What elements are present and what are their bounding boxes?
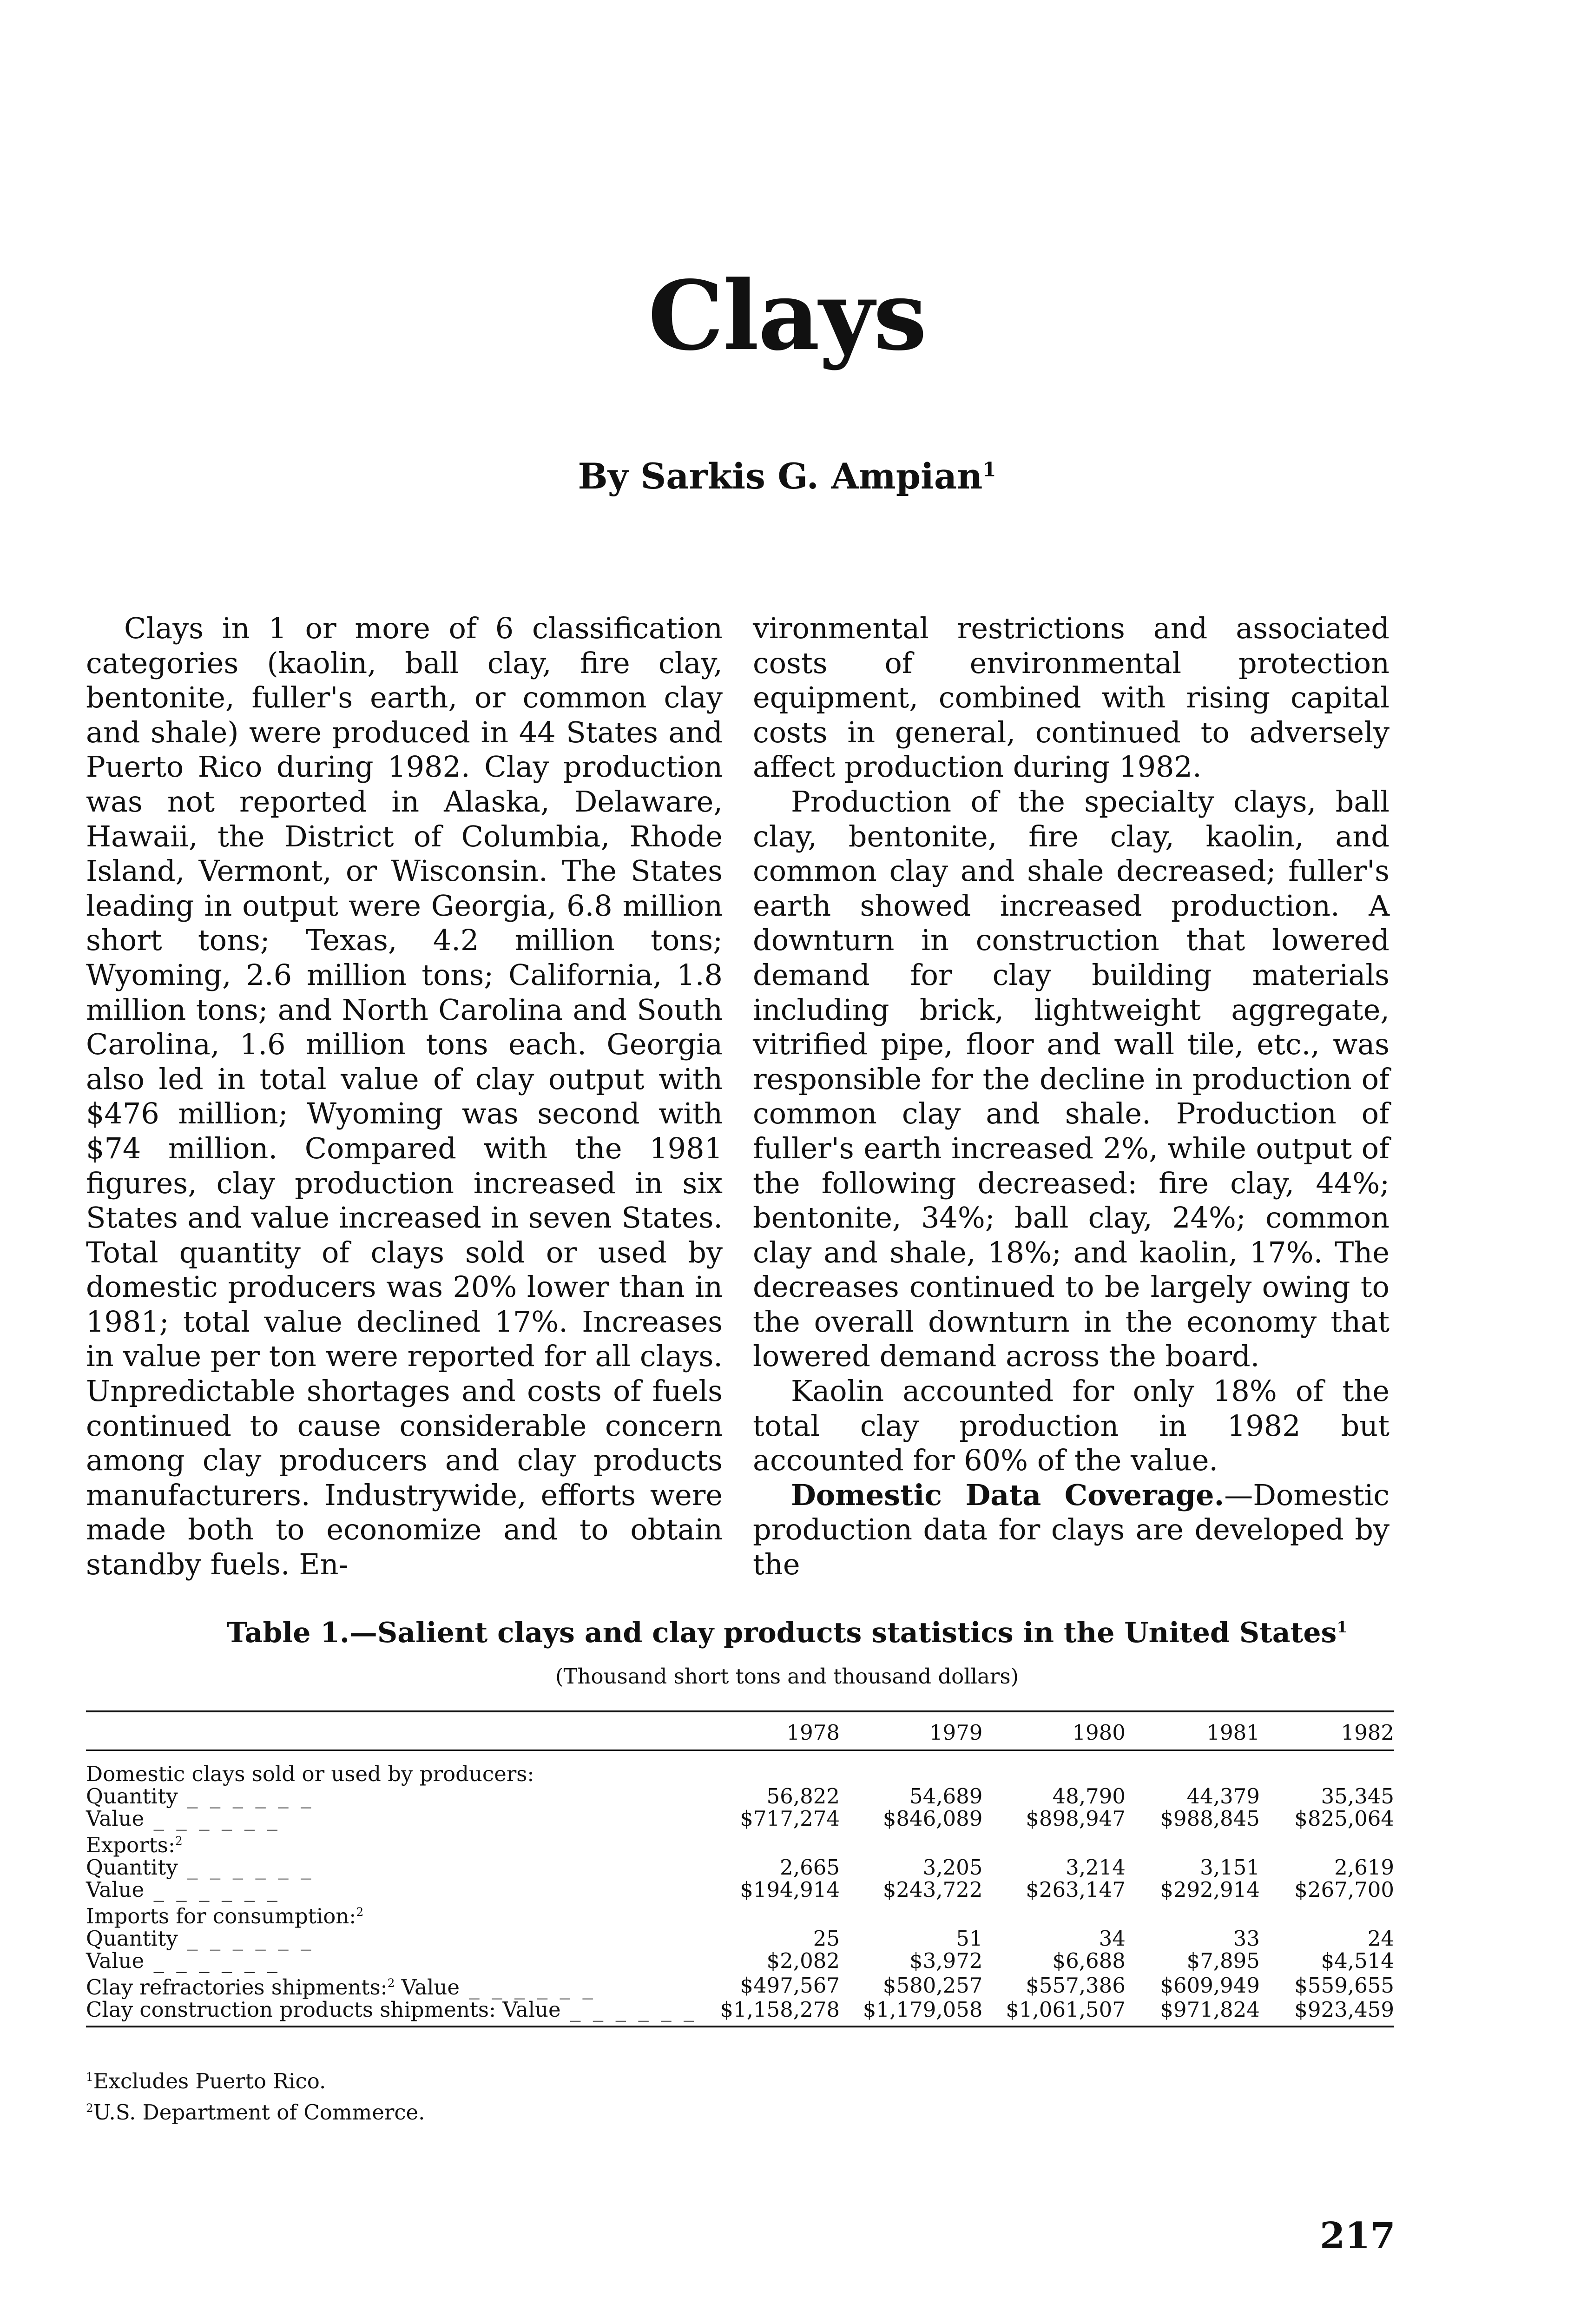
row-label <box>86 1856 697 1879</box>
table-header-year: 1980 <box>982 1711 1125 1750</box>
row-label <box>86 1750 697 1786</box>
table-cell: $717,274 <box>740 1806 840 1831</box>
table-cell: $1,179,058 <box>840 1999 982 2027</box>
row-label <box>86 1879 697 1901</box>
row-label-suffix: Value <box>395 1975 460 2000</box>
runin-text: —Domestic production data for clays are developed by the <box>753 1478 1390 1582</box>
table-row <box>86 1950 1394 1972</box>
table-cell: $557,386 <box>1026 1973 1126 1998</box>
table-row <box>86 1999 1394 2027</box>
row-label <box>86 1808 697 1830</box>
table-cell: 3,205 <box>922 1855 983 1880</box>
table-footnotes <box>86 2064 425 2126</box>
footnote-text: Excludes Puerto Rico. <box>93 2069 326 2093</box>
row-label <box>86 1950 697 1972</box>
table-body <box>86 1750 1394 2027</box>
table-cell <box>982 1830 1125 1856</box>
row-label <box>86 1972 697 1999</box>
table-cell: $3,972 <box>909 1948 983 1973</box>
table-row <box>86 1750 1394 1786</box>
table-cell: $7,895 <box>1186 1948 1260 1973</box>
table-header-year: 1981 <box>1126 1711 1260 1750</box>
table-subtitle: (Thousand short tons and thousand dollars) <box>555 1664 1019 1689</box>
table-header-stub <box>86 1711 697 1750</box>
table-cell: 44,379 <box>1186 1784 1260 1809</box>
table-cell <box>982 1750 1125 1786</box>
dot-leader: _ _ _ _ _ _ <box>144 1806 281 1831</box>
body-paragraph-continued: vironmental restrictions and associated costs of environmental protection equipment, combined with rising capital costs in general, continued to adversely affect production during 1982. <box>753 611 1390 784</box>
dot-leader: _ _ _ _ _ _ <box>460 1975 596 2000</box>
row-label <box>86 1999 697 2027</box>
table-header-year: 1982 <box>1260 1711 1394 1750</box>
byline-author: By Sarkis G. Ampian <box>578 456 983 497</box>
row-label <box>86 1785 697 1808</box>
table-cell: 56,822 <box>766 1784 840 1809</box>
table-cell: $898,947 <box>1026 1806 1126 1831</box>
table-cell: 34 <box>1099 1926 1126 1951</box>
table-cell <box>982 1901 1125 1928</box>
table-cell: 24 <box>1367 1926 1394 1951</box>
table-cell: $923,459 <box>1260 1999 1394 2027</box>
runin-heading: Domestic Data Coverage. <box>791 1478 1225 1512</box>
body-column-left <box>86 611 723 1582</box>
footnote <box>86 2095 425 2126</box>
table-cell <box>1126 1901 1260 1928</box>
page-number: 217 <box>1320 2215 1396 2257</box>
row-label-text: Value <box>86 1877 145 1902</box>
row-footnote-mark: 2 <box>175 1834 183 1848</box>
table-cell: $825,064 <box>1294 1806 1394 1831</box>
row-label-text: Clay construction products shipments: Value <box>86 1997 561 2022</box>
dot-leader: _ _ _ _ _ _ <box>178 1926 314 1951</box>
table-cell: $243,722 <box>882 1877 983 1902</box>
row-label-text: Value <box>86 1806 145 1831</box>
table-cell <box>697 1901 840 1928</box>
row-footnote-mark: 2 <box>387 1976 395 1990</box>
table-cell: 35,345 <box>1321 1784 1394 1809</box>
table-header-row <box>86 1711 1394 1750</box>
row-label <box>86 1901 697 1928</box>
row-footnote-mark: 2 <box>356 1905 364 1919</box>
dot-leader: _ _ _ _ _ _ <box>560 1997 697 2022</box>
row-label-text: Exports: <box>86 1833 175 1857</box>
table-title <box>0 1617 1574 1649</box>
table-row <box>86 1901 1394 1928</box>
footnote <box>86 2064 425 2095</box>
table-row <box>86 1785 1394 1808</box>
statistics-table <box>86 1710 1394 2027</box>
dot-leader: _ _ _ _ _ _ <box>178 1855 314 1880</box>
row-label-text: Quantity <box>86 1855 178 1880</box>
table-cell: 25 <box>813 1926 840 1951</box>
table-row <box>86 1856 1394 1879</box>
table-cell: 3,214 <box>1066 1855 1126 1880</box>
row-label-text: Domestic clays sold or used by producers: <box>86 1762 534 1786</box>
table-cell: $580,257 <box>882 1973 983 1998</box>
table-row <box>86 1928 1394 1950</box>
table-header-year: 1979 <box>840 1711 982 1750</box>
table-cell <box>697 1830 840 1856</box>
body-column-right <box>753 611 1390 1582</box>
footnote-mark: 2 <box>86 2101 93 2115</box>
table-cell: 48,790 <box>1052 1784 1126 1809</box>
table-header-year: 1978 <box>697 1711 840 1750</box>
body-paragraph: Clays in 1 or more of 6 classification categories (kaolin, ball clay, fire clay, bentonite, fuller's earth, or common clay and shale) were produced in 44 States and Puerto Rico during 1982. Clay production was not reported in Alaska, Delaware, Hawaii, the District of Columbia, Rhode Island, Vermont, or Wisconsin. The States leading in output were Georgia, 6.8 million short tons; Texas, 4.2 million tons; Wyoming, 2.6 million tons; California, 1.8 million tons; and North Carolina and South Carolina, 1.6 million tons each. Georgia also led in total value of clay output with $476 million; Wyoming was second with $74 million. Compared with the 1981 figures, clay production increased in six States and value increased in seven States. Total quantity of clays sold or used by domestic producers was 20% lower than in 1981; total value declined 17%. Increases in value per ton were reported for all clays. Unpredictable shortages and costs of fuels continued to cause considerable concern among clay producers and clay products manufacturers. Industrywide, efforts were made both to economize and to obtain standby fuels. En- <box>86 611 723 1582</box>
table-cell: $1,061,507 <box>982 1999 1125 2027</box>
table-cell: $6,688 <box>1052 1948 1126 1973</box>
table-cell: $497,567 <box>740 1973 840 1998</box>
table-cell: $292,914 <box>1160 1877 1260 1902</box>
row-label-text: Clay refractories shipments: <box>86 1975 388 2000</box>
row-label-text: Value <box>86 1948 145 1973</box>
table-cell <box>1260 1901 1394 1928</box>
row-label-text: Quantity <box>86 1784 178 1809</box>
table-cell <box>1126 1750 1260 1786</box>
table-cell <box>840 1901 982 1928</box>
table-cell <box>1126 1830 1260 1856</box>
table-row <box>86 1808 1394 1830</box>
byline-footnote-mark: 1 <box>982 458 996 481</box>
table-cell: 2,619 <box>1334 1855 1394 1880</box>
table-cell: $263,147 <box>1026 1877 1126 1902</box>
row-label-text: Imports for consumption: <box>86 1904 356 1928</box>
table-cell: $846,089 <box>882 1806 983 1831</box>
table-cell: $609,949 <box>1160 1973 1260 1998</box>
table-cell <box>1260 1830 1394 1856</box>
table-cell <box>1260 1750 1394 1786</box>
table-cell: $267,700 <box>1294 1877 1394 1902</box>
table-cell: 33 <box>1233 1926 1260 1951</box>
dot-leader: _ _ _ _ _ _ <box>144 1948 281 1973</box>
body-paragraph: Kaolin accounted for only 18% of the total clay production in 1982 but accounted for 60% of the value. <box>753 1374 1390 1478</box>
dot-leader: _ _ _ _ _ _ <box>178 1784 314 1809</box>
footnote-text: U.S. Department of Commerce. <box>93 2100 425 2125</box>
row-label <box>86 1928 697 1950</box>
table-cell: $194,914 <box>740 1877 840 1902</box>
table-cell: 54,689 <box>909 1784 983 1809</box>
table-cell: $1,158,278 <box>697 1999 840 2027</box>
table-cell <box>840 1750 982 1786</box>
table-cell: 2,665 <box>780 1855 840 1880</box>
table-title-footnote-mark: 1 <box>1337 1618 1348 1636</box>
footnote-mark: 1 <box>86 2070 93 2084</box>
row-label-text: Quantity <box>86 1926 178 1951</box>
body-paragraph: Production of the specialty clays, ball clay, bentonite, fire clay, kaolin, and common clay and shale decreased; fuller's earth showed increased production. A downturn in construction that lowered demand for clay building materials including brick, lightweight aggregate, vitrified pipe, floor and wall tile, etc., was responsible for the decline in production of common clay and shale. Production of fuller's earth increased 2%, while output of the following decreased: fire clay, 44%; bentonite, 34%; ball clay, 24%; common clay and shale, 18%; and kaolin, 17%. The decreases continued to be largely owing to the overall downturn in the economy that lowered demand across the board. <box>753 784 1390 1373</box>
table-cell: $971,824 <box>1126 1999 1260 2027</box>
table-cell: $4,514 <box>1321 1948 1394 1973</box>
dot-leader: _ _ _ _ _ _ <box>144 1877 281 1902</box>
table-cell: $988,845 <box>1160 1806 1260 1831</box>
table-cell: $559,655 <box>1294 1973 1394 1998</box>
row-label <box>86 1830 697 1856</box>
article-title: Clays <box>648 260 926 372</box>
table-cell <box>840 1830 982 1856</box>
table-row <box>86 1879 1394 1901</box>
byline <box>0 456 1574 497</box>
table-cell: 51 <box>956 1926 983 1951</box>
table-title-text: Table 1.—Salient clays and clay products statistics in the United States <box>226 1617 1337 1649</box>
table-cell <box>697 1750 840 1786</box>
table-cell: 3,151 <box>1200 1855 1260 1880</box>
body-paragraph-domestic-data <box>753 1478 1390 1582</box>
table-row <box>86 1972 1394 1999</box>
table-cell: $2,082 <box>766 1948 840 1973</box>
table-row <box>86 1830 1394 1856</box>
